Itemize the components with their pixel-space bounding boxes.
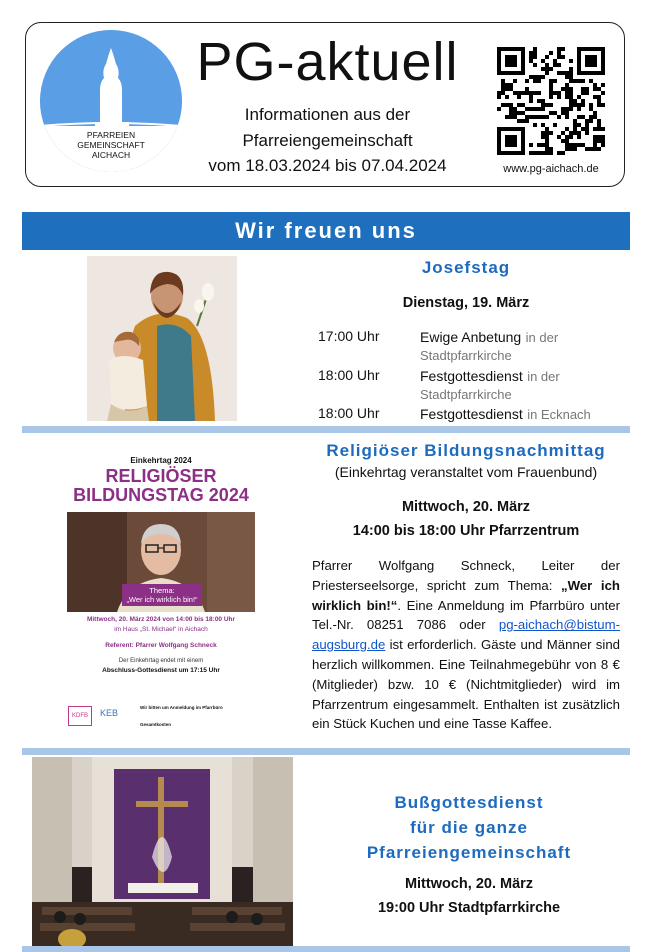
josefstag-title: Josefstag bbox=[421, 258, 511, 277]
logo-text bbox=[46, 130, 176, 160]
poster-note-2: Abschluss-Gottesdienst um 17:15 Uhr bbox=[102, 667, 220, 674]
poster-thema-label: Thema: bbox=[149, 586, 175, 595]
poster-where: im Haus „St. Michael“ in Aichach bbox=[114, 626, 208, 633]
buss-title-line-1: Bußgottesdienst bbox=[394, 793, 544, 812]
buss-title-line-3: Pfarreiengemeinschaft bbox=[366, 843, 572, 862]
body-part-2: . Eine Anmeldung im Pfarrbüro unter Tel.-Nr. 08251 7086 oder bbox=[312, 597, 620, 633]
website-url[interactable]: www.pg-aichach.de bbox=[503, 163, 599, 175]
bildung-subtitle: (Einkehrtag veranstaltet vom Frauenbund) bbox=[334, 464, 598, 480]
logo-line-2: GEMEINSCHAFT bbox=[77, 140, 145, 150]
entry-event: Festgottesdienst bbox=[420, 368, 523, 384]
buss-title-line-2: für die ganze bbox=[410, 818, 528, 837]
logo-line-1: PFARREIEN bbox=[86, 130, 136, 140]
section-title: Wir freuen uns bbox=[22, 212, 630, 250]
section-divider bbox=[22, 748, 630, 755]
buss-date: Mittwoch, 20. März bbox=[404, 876, 534, 892]
keb-logo: KEB bbox=[100, 708, 119, 718]
josefstag-time-1: 17:00 Uhr bbox=[318, 328, 380, 344]
church-interior-image bbox=[32, 757, 293, 947]
bildung-title: Religiöser Bildungsnachmittag bbox=[326, 441, 606, 460]
josefstag-entry-1 bbox=[420, 328, 625, 365]
entry-event: Ewige Anbetung bbox=[420, 329, 522, 345]
bildungstag-poster bbox=[62, 450, 260, 740]
body-quote: „Wer ich wirklich bin!“ bbox=[312, 577, 620, 613]
poster-note-1: Der Einkehrtag endet mit einem bbox=[118, 658, 204, 664]
body-part-3: ist erforderlich. Gäste und Männer sind herzlich willkommen. Eine Teilnahmegebühr von 8 € (Mitglieder) bzw. 10 € (Nichtmitglieder) wird im Pfarrzentrum eingesammelt. Enthalten ist zusätzlich ein Stück Kuchen und eine Tasse Kaffee. bbox=[312, 637, 620, 732]
poster-thema-box bbox=[122, 584, 202, 606]
poster-portrait bbox=[67, 512, 255, 612]
poster-headline-2: BILDUNGSTAG 2024 bbox=[73, 485, 249, 505]
poster-fine-1: Wir bitten um Anmeldung im Pfarrbüro bbox=[140, 705, 223, 710]
section-divider bbox=[22, 946, 630, 952]
poster-thema: „Wer ich wirklich bin!“ bbox=[126, 595, 198, 604]
subtitle-line-1: Informationen aus der bbox=[244, 105, 411, 124]
st-joseph-statue-image bbox=[87, 256, 237, 421]
date-range: vom 18.03.2024 bis 07.04.2024 bbox=[208, 156, 447, 175]
qr-code[interactable] bbox=[497, 47, 605, 155]
email-link[interactable]: pg-aichach@bistum-augsburg.de bbox=[312, 617, 620, 653]
page-title: PG-aktuell bbox=[196, 32, 459, 92]
bildung-date: Mittwoch, 20. März bbox=[401, 499, 531, 515]
josefstag-time-3: 18:00 Uhr bbox=[318, 405, 380, 421]
buss-title bbox=[310, 790, 628, 865]
josefstag-time-2: 18:00 Uhr bbox=[318, 367, 380, 383]
josefstag-entry-3 bbox=[420, 405, 630, 424]
poster-fine-2: Gesamtkosten bbox=[140, 722, 172, 727]
buss-time: 19:00 Uhr Stadtpfarrkirche bbox=[377, 900, 561, 916]
entry-place: in Ecknach bbox=[527, 407, 591, 422]
section-divider bbox=[22, 426, 630, 433]
entry-place: in der Stadtpfarrkirche bbox=[420, 369, 560, 402]
logo-line-3: AICHACH bbox=[91, 150, 131, 160]
entry-place: in der Stadtpfarrkirche bbox=[420, 330, 559, 363]
bildung-description bbox=[312, 556, 620, 734]
kdfb-logo: KDFB bbox=[68, 706, 92, 726]
poster-when: Mittwoch, 20. März 2024 von 14:00 bis 18:00 Uhr bbox=[86, 616, 236, 623]
bildung-time: 14:00 bis 18:00 Uhr Pfarrzentrum bbox=[352, 523, 580, 539]
subtitle-line-2: Pfarreiengemeinschaft bbox=[242, 131, 413, 150]
poster-headline-1: RELIGIÖSER bbox=[105, 466, 217, 486]
josefstag-date: Dienstag, 19. März bbox=[402, 295, 530, 311]
josefstag-entry-2 bbox=[420, 367, 625, 404]
poster-kicker: Einkehrtag 2024 bbox=[130, 456, 192, 465]
body-part-1: Pfarrer Wolfgang Schneck, Leiter der Priesterseelsorge, spricht zum Thema: bbox=[312, 558, 620, 593]
poster-referent: Referent: Pfarrer Wolfgang Schneck bbox=[105, 642, 217, 649]
entry-event: Festgottesdienst bbox=[420, 406, 523, 422]
